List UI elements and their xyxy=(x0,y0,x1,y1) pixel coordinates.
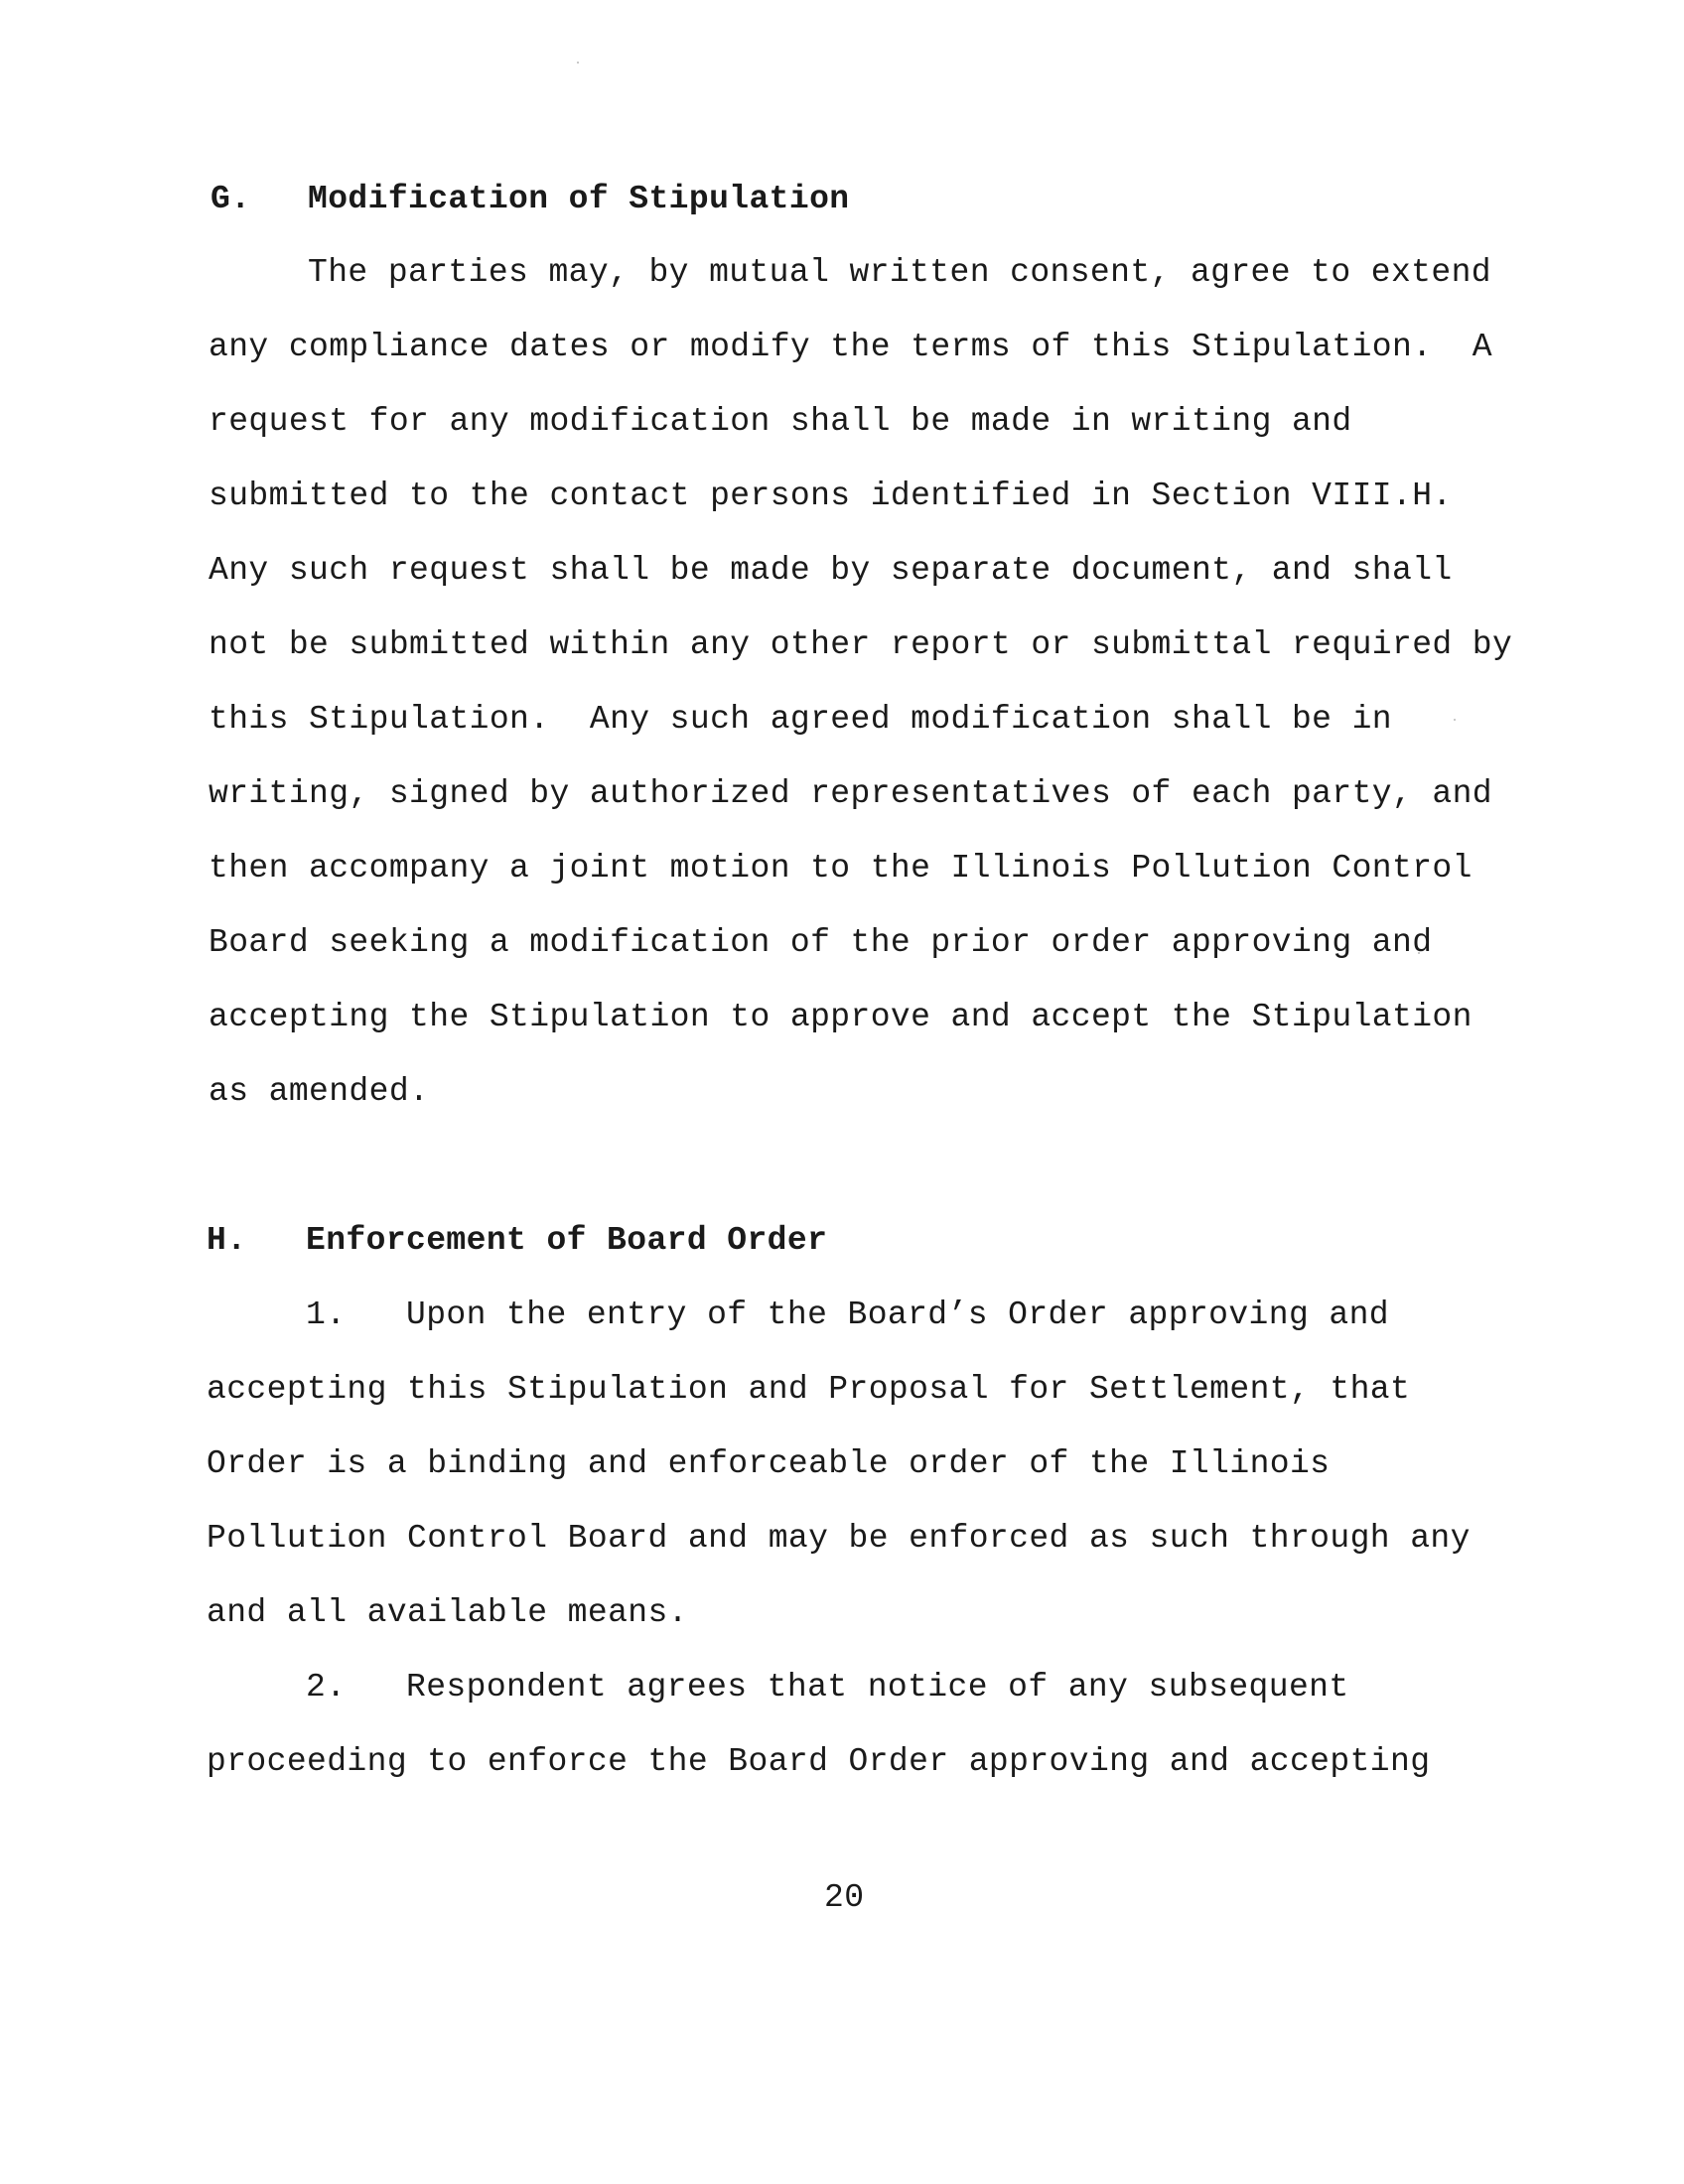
section-h-line: accepting this Stipulation and Proposal for Settlement, that xyxy=(207,1371,1411,1408)
section-g-letter: G. xyxy=(210,181,251,217)
section-g-line: any compliance dates or modify the terms of this Stipulation. A xyxy=(209,329,1493,365)
section-g-line: accepting the Stipulation to approve and accept the Stipulation xyxy=(209,999,1473,1035)
section-g-line: request for any modification shall be made in writing and xyxy=(209,403,1352,440)
section-g-line: then accompany a joint motion to the Illinois Pollution Control xyxy=(209,850,1473,887)
section-h-letter: H. xyxy=(207,1222,247,1259)
section-h-line: Order is a binding and enforceable order of the Illinois xyxy=(207,1445,1331,1482)
section-g-line: Board seeking a modification of the prior order approving and xyxy=(209,924,1433,961)
section-h-line: proceeding to enforce the Board Order approving and accepting xyxy=(207,1743,1431,1780)
section-h-line: 1. Upon the entry of the Board’s Order approving and xyxy=(306,1297,1389,1333)
section-h-title: Enforcement of Board Order xyxy=(306,1222,828,1259)
scan-speck xyxy=(1454,719,1456,721)
section-g-line: The parties may, by mutual written consent, agree to extend xyxy=(308,254,1491,291)
section-h-line: and all available means. xyxy=(207,1594,688,1631)
section-h-line: Pollution Control Board and may be enforced as such through any xyxy=(207,1520,1471,1557)
section-g-line: not be submitted within any other report or submittal required by xyxy=(209,626,1513,663)
scan-speck xyxy=(577,62,579,64)
section-g-line: as amended. xyxy=(209,1073,430,1110)
section-g-line: submitted to the contact persons identified in Section VIII.H. xyxy=(209,478,1453,514)
section-g-title: Modification of Stipulation xyxy=(308,181,850,217)
section-g-line: writing, signed by authorized representatives of each party, and xyxy=(209,775,1493,812)
section-g-line: this Stipulation. Any such agreed modification shall be in xyxy=(209,701,1392,738)
section-h-line: 2. Respondent agrees that notice of any subsequent xyxy=(306,1669,1349,1706)
page-number: 20 xyxy=(824,1879,865,1916)
section-g-line: Any such request shall be made by separate document, and shall xyxy=(209,552,1453,589)
